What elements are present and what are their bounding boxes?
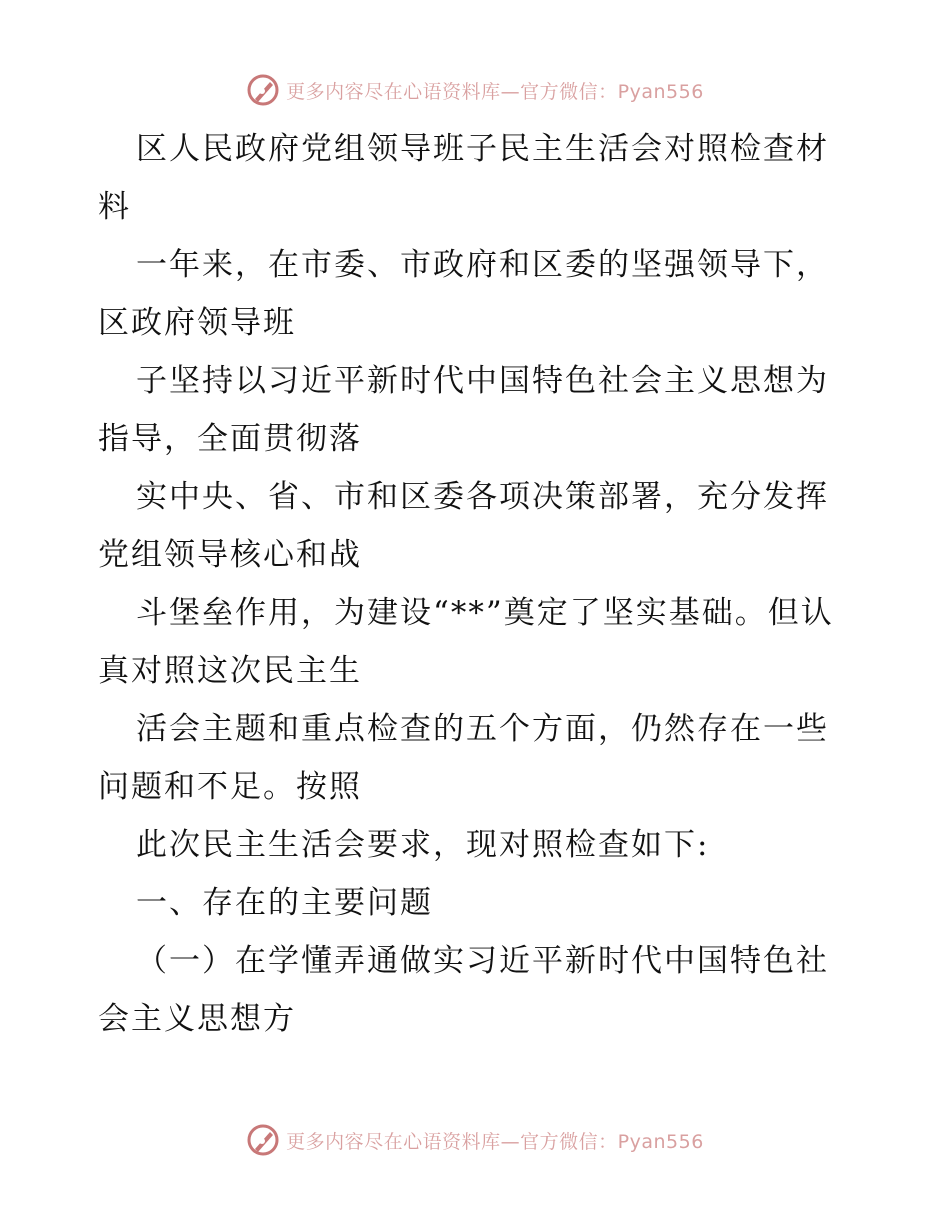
paragraph-line: 子坚持以习近平新时代中国特色社会主义思想为指导，全面贯彻落: [98, 363, 829, 457]
document-title: 区人民政府党组领导班子民主生活会对照检查材料: [98, 131, 829, 225]
paragraph-line: 此次民主生活会要求，现对照检查如下:: [136, 827, 710, 863]
pen-logo-icon: [246, 73, 280, 107]
header-watermark: [0, 70, 950, 110]
watermark-text: 更多内容尽在心语资料库—官方微信：Pyan556: [286, 1130, 704, 1153]
paragraph-line: 实中央、省、市和区委各项决策部署，充分发挥党组领导核心和战: [98, 479, 829, 573]
subsection-heading: （一）在学懂弄通做实习近平新时代中国特色社会主义思想方: [98, 943, 829, 1037]
document-body: [98, 120, 858, 1048]
paragraph-line: 活会主题和重点检查的五个方面，仍然存在一些问题和不足。按照: [98, 711, 829, 805]
paragraph-line: 一年来，在市委、市政府和区委的坚强领导下，区政府领导班: [98, 247, 829, 341]
pen-logo-icon: [246, 1123, 280, 1157]
footer-watermark: [0, 1120, 950, 1160]
section-heading: 一、存在的主要问题: [136, 885, 433, 921]
watermark-text: 更多内容尽在心语资料库—官方微信：Pyan556: [286, 80, 704, 103]
paragraph-line: 斗堡垒作用，为建设“**”奠定了坚实基础。但认真对照这次民主生: [98, 595, 834, 689]
